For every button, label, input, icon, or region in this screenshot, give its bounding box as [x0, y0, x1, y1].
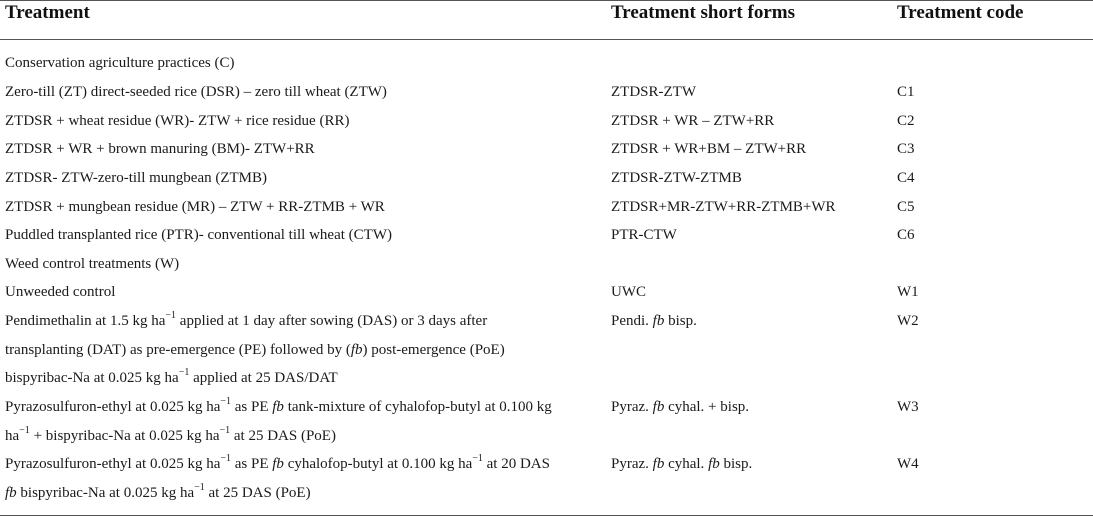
code-cell: W4	[897, 456, 919, 472]
code-cell: W3	[897, 399, 919, 415]
table-bottom-rule	[0, 515, 1093, 516]
treatment-cell: ZTDSR + WR + brown manuring (BM)- ZTW+RR	[5, 141, 315, 157]
short-form-cell: ZTDSR + WR – ZTW+RR	[611, 113, 775, 129]
code-cell: C4	[897, 170, 915, 186]
short-form-cell: Pyraz. fb cyhal. + bisp.	[611, 399, 750, 415]
short-form-cell: ZTDSR+MR-ZTW+RR-ZTMB+WR	[611, 199, 836, 215]
header-treatment: Treatment	[5, 2, 90, 23]
section-label: Weed control treatments (W)	[5, 256, 180, 272]
treatment-cell: Puddled transplanted rice (PTR)- conventional till wheat (CTW)	[5, 227, 392, 243]
code-cell: C3	[897, 141, 915, 157]
short-form-cell: Pendi. fb bisp.	[611, 313, 697, 329]
header-code: Treatment code	[897, 2, 1024, 23]
code-cell: C2	[897, 113, 915, 129]
short-form-cell: ZTDSR + WR+BM – ZTW+RR	[611, 141, 807, 157]
header-short-forms: Treatment short forms	[611, 2, 795, 23]
short-form-cell: UWC	[611, 284, 646, 300]
short-form-cell: PTR-CTW	[611, 227, 677, 243]
treatment-cell: Zero-till (ZT) direct-seeded rice (DSR) – zero till wheat (ZTW)	[5, 84, 387, 100]
treatment-cell: ZTDSR + mungbean residue (MR) – ZTW + RR-ZTMB + WR	[5, 199, 385, 215]
header-rule	[0, 39, 1093, 40]
treatment-cell: Unweeded control	[5, 284, 116, 300]
code-cell: C5	[897, 199, 915, 215]
code-cell: W1	[897, 284, 919, 300]
treatment-cell: Pendimethalin at 1.5 kg $ha^{-1}$ applied at 1 day after sowing (DAS) or 3 days after transplanting (DAT) as pre-emergence (PE) followed by (fb) post-emergence (PoE) bispyribac-Na at 0.025 kg $ha^{-1}$ applied at 25 DAS/DAT	[5, 310, 505, 386]
short-form-cell: ZTDSR-ZTW	[611, 84, 696, 100]
treatment-cell: ZTDSR + wheat residue (WR)- ZTW + rice residue (RR)	[5, 113, 350, 129]
treatment-cell: ZTDSR- ZTW-zero-till mungbean (ZTMB)	[5, 170, 268, 186]
treatment-cell: Pyrazosulfuron-ethyl at 0.025 kg $ha^{-1}$ as PE fb cyhalofop-butyl at 0.100 kg $ha^{-1}$ at 20 DAS fb bispyribac-Na at 0.025 kg $ha^{-1}$ at 25 DAS (PoE)	[5, 453, 550, 501]
code-cell: W2	[897, 313, 919, 329]
treatment-cell: Pyrazosulfuron-ethyl at 0.025 kg $ha^{-1}$ as PE fb tank-mixture of cyhalofop-butyl at 0.100 kg $ha^{-1}$ + bispyribac-Na at 0.025 kg $ha^{-1}$ at 25 DAS (PoE)	[5, 396, 552, 444]
table-header	[0, 0, 1093, 39]
section-label: Conservation agriculture practices (C)	[5, 55, 235, 71]
code-cell: C1	[897, 84, 915, 100]
short-form-cell: ZTDSR-ZTW-ZTMB	[611, 170, 742, 186]
code-cell: C6	[897, 227, 915, 243]
short-form-cell: Pyraz. fb cyhal. fb bisp.	[611, 456, 753, 472]
